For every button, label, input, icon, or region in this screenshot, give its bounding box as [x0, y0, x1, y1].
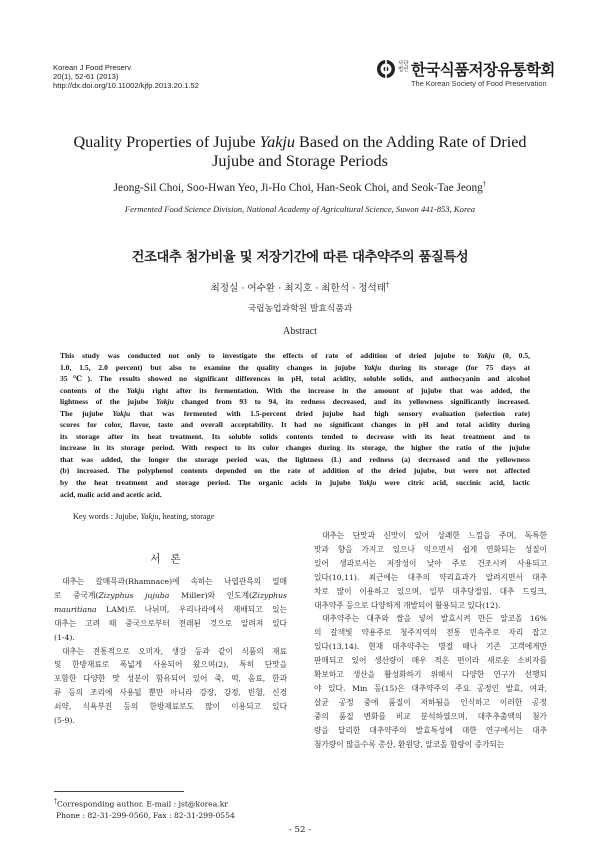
- keywords-part-1: Jujube,: [115, 512, 141, 521]
- title-part-1: Quality Properties of Jujube: [73, 133, 260, 151]
- right-column-line: 있다(13,14). 현재 대추약주는 명절 때나 기존 고객에게만: [314, 642, 547, 652]
- right-column-line: 차로 많이 이용하고 있으며, 일부 대추당절임, 대추 드링크,: [314, 586, 547, 596]
- footnote-email: Corresponding author. E-mail : jst@korea.kr: [57, 799, 228, 809]
- right-column-line: 대추는 단맛과 신맛이 있어 상쾌한 느낌을 주며, 독특한: [322, 531, 547, 540]
- korean-author-list: [30, 280, 570, 294]
- left-column-line: 및 한방재료로 폭넓게 사용되어 왔으며(2), 특히 단맛을: [54, 660, 287, 670]
- right-column-line: 대추약주 등으로 다양하게 개발되어 활용되고 있다(12).: [314, 600, 501, 610]
- left-column-line: 류 등의 조리에 사용될 뿐만 아니라 강장, 강정, 빈혈, 신경: [54, 688, 287, 698]
- left-column-line: (1-4).: [54, 632, 75, 642]
- section-title-introduction: 서론: [150, 553, 191, 565]
- right-column-line: 량을 달리한 대추약주의 발효특성에 대한 연구에서는 대추: [314, 725, 547, 735]
- title-part-2: Based on the Adding Rate of Dried: [294, 133, 527, 151]
- footnote-phone: Phone : 82-31-299-0560, Fax : 82-31-299-0554: [56, 811, 235, 821]
- title-line-2: Jujube and Storage Periods: [212, 152, 388, 170]
- left-column-line: 쇠약, 식욕부진 등의 한방재료로도 많이 이용되고 있다: [54, 702, 287, 712]
- abstract-line: its storage after its heat treatment. Its soluble solids contents tended to decrease with its heat treatment and to: [60, 431, 530, 441]
- left-column-body: [54, 575, 287, 728]
- left-column-line: (5-9).: [54, 716, 75, 726]
- right-column-line: 맛과 향을 가지고 있으나 익으면서 쉽게 연화되는 성질이: [314, 544, 547, 554]
- footnote: [54, 796, 235, 822]
- right-column-body: [314, 529, 547, 752]
- korean-title: 건조대추 첨가비율 및 저장기간에 따른 대추약주의 품질특성: [131, 250, 469, 265]
- author-list: [30, 180, 570, 194]
- right-column-line: 있어 생과로서는 저장성이 낮아 주로 건조시켜 사용되고: [314, 558, 547, 568]
- corresponding-mark: †: [482, 180, 487, 188]
- right-column-line: 있다(10,11). 최근에는 대추의 약리효과가 알려지면서 대추: [314, 572, 547, 582]
- society-corporate-mark: 사단 법인: [398, 61, 409, 73]
- abstract-line: This study was conducted not only to investigate the effects of rate of addition of dried jujube to Yakju (0, 0.5,: [60, 351, 530, 360]
- paper-title: [40, 133, 560, 171]
- left-column-line: 포함한 다양한 맛 성분이 함유되어 있어 죽, 떡, 음료, 한과: [54, 674, 287, 684]
- left-column-line: 대추는 고려 때 중국으로부터 전래된 것으로 알려져 있다: [54, 618, 287, 628]
- abstract-line: (b) increased. The polyphenol contents depended on the rate of addition of the dried jujube, but were not affected: [60, 466, 530, 476]
- abstract-line: scores for color, flavor, taste and overall acceptability. It had no significant changes in pH and total acidity during: [60, 420, 530, 430]
- abstract-line: by the heat treatment and storage period. The organic acids in jujube Yakju were citric acid, succinic acid, lactic: [60, 478, 530, 488]
- abstract-line: lightness of the jujube Yakju changed from 93 to 94, its redness decreased, and its yellowness significantly increased.: [60, 397, 530, 407]
- right-column-line: 확보하고 생산을 활성화하기 위해서 다양한 연구가 선행되: [314, 670, 547, 680]
- page-number: - 52 -: [288, 825, 312, 835]
- keywords-italic: Yakju: [140, 512, 159, 521]
- abstract-line: that was added, the longer the storage period was, the lightness (L) and redness (a) decreased and the yellowness: [60, 454, 530, 464]
- abstract-line: 1.0, 1.5, 2.0 percent) but also to examine the quality changes in jujube Yakju during its storage (for 75 days at: [60, 362, 530, 372]
- abstract-heading: Abstract: [283, 326, 317, 337]
- abstract-line: 35℃). The results showed no significant differences in pH, total acidity, soluble solids, and anthocyanin and alcohol: [60, 374, 530, 384]
- right-column-line: 판매되고 있어 생산량이 매우 적은 편이라 새로운 소비자를: [314, 656, 547, 666]
- abstract-line: The jujube Yakju that was fermented with 1.5-percent dried jujube had high sensory evaluation (selection rate): [60, 408, 531, 418]
- keywords-label: Key words: [73, 512, 109, 521]
- right-column-line: 중의 품질 변화를 비교 분석하였으며, 대추추출액의 첨가: [314, 711, 547, 721]
- korean-corresponding-mark: †: [386, 280, 390, 289]
- authors-text: Jeong-Sil Choi, Soo-Hwan Yeo, Ji-Ho Choi, Han-Seok Choi, and Seok-Tae Jeong: [113, 181, 483, 194]
- journal-name: Korean J Food Preserv: [53, 63, 132, 72]
- korean-affiliation: 국립농업과학원 발효식품과: [247, 304, 353, 314]
- journal-citation: [53, 63, 199, 91]
- keywords-separator: :: [108, 512, 116, 521]
- left-column-line: 대추는 전통적으로 오미자, 생강 등과 같이 식품의 재료: [62, 646, 287, 656]
- keywords: [73, 512, 214, 521]
- footnote-divider: [54, 791, 184, 792]
- society-name-english: The Korean Society of Food Preservation: [411, 79, 547, 88]
- affiliation: Fermented Food Science Division, National Academy of Agricultural Science, Suwon 441-853, Korea: [124, 204, 476, 214]
- right-column-line: 의 갈색빛 약용주로 청주지역의 전통 민속주로 자리 잡고: [314, 628, 547, 638]
- abstract-line: acid, malic acid and acetic acid.: [60, 489, 162, 499]
- left-column-line: 로 중국계(Zizyphus jujuba Miller)와 인도계(Zizyphus: [54, 590, 287, 600]
- right-column-line: 살균 공정 중에 품질이 저하됨을 인식하고 이러한 공정: [314, 697, 547, 707]
- journal-doi-link[interactable]: http://dx.doi.org/10.11002/kjfp.2013.20.1.52: [53, 81, 199, 91]
- title-italic: Yakju: [259, 133, 295, 151]
- abstract-body: [60, 350, 530, 500]
- keywords-part-2: , heating, storage: [158, 512, 215, 521]
- abstract-line: contents of the Yakju right after its fermentation. With the increase in the amount of jujube that was added, the: [60, 385, 531, 395]
- society-header: [376, 58, 556, 94]
- korean-authors-text: 최정실 · 여수환 · 최지호 · 최한석 · 정석태: [210, 283, 387, 294]
- left-column-line: mauritiana LAM)로 나뉘며, 우리나라에서 재배되고 있는: [54, 604, 287, 614]
- footnote-mark: †: [54, 798, 57, 805]
- right-column-line: 대추약주는 대추와 쌀을 넣어 발효시켜 만든 알코올 16%: [322, 614, 547, 624]
- left-column-line: 대추는 갈매목과(Rhamnace)에 속하는 낙엽관목의 열매: [62, 577, 287, 586]
- journal-volume: 20(1), 52-61 (2013): [53, 72, 119, 82]
- right-column-line: 첨가량이 많을수록 총산, 환원당, 알코올 함량이 증가되는: [314, 739, 505, 749]
- society-logo-icon: [376, 59, 396, 79]
- abstract-line: increase in its storage period. With respect to its color changes during its storage, the higher the ratio of the jujube: [60, 443, 530, 453]
- society-name-korean: 한국식품저장유통학회: [411, 61, 555, 79]
- right-column-line: 야 있다. Min 등(15)은 대추약주의 주요 공정인 발효, 여과,: [314, 683, 547, 693]
